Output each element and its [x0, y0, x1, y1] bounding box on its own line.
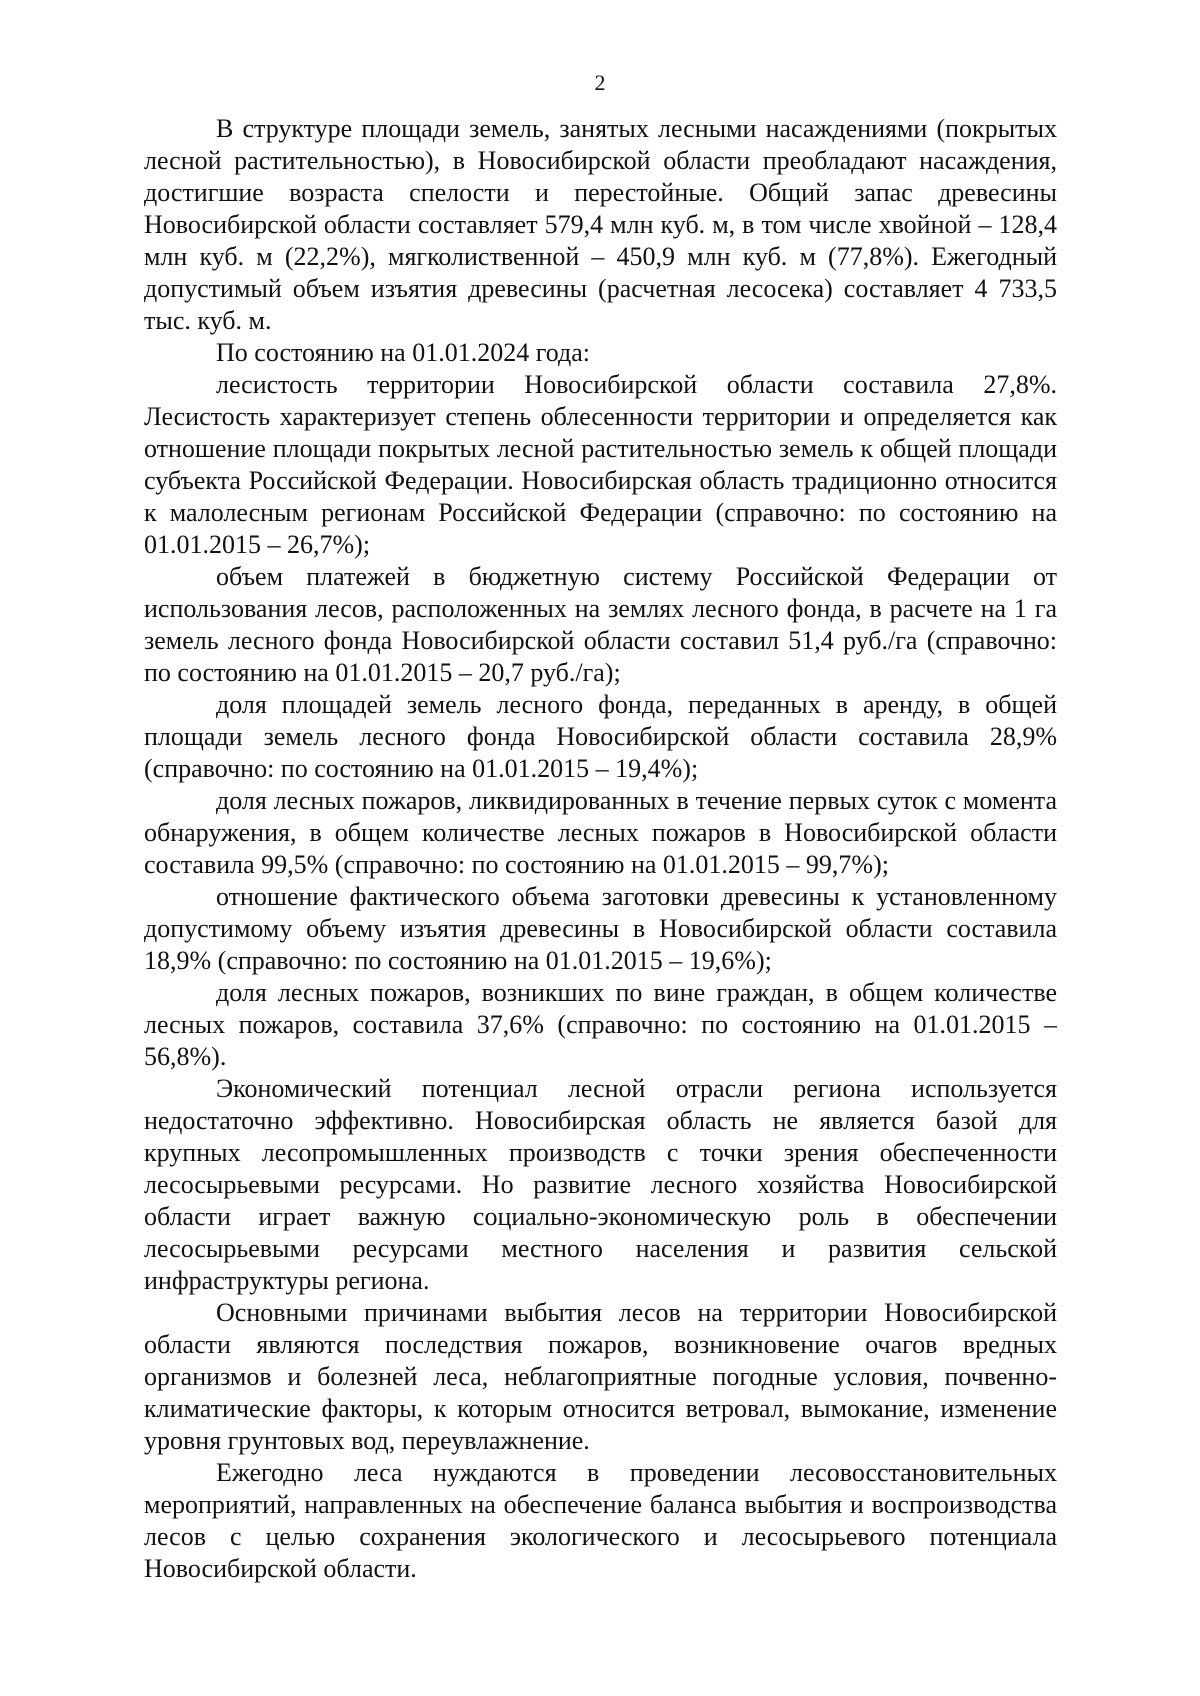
- paragraph-status-date: По состоянию на 01.01.2024 года:: [216, 338, 590, 367]
- paragraph-forest-cover: лесистость территории Новосибирской области составила 27,8%. Лесистость характеризует степень облесенности территории и определяется как отношение площади покрытых лесной растительностью земель к общей площади субъекта Российской Федерации. Новосибирская область традиционно относится к малолесным регионам Российской Федерации (справочно: по состоянию на 01.01.2015 – 26,7%);: [144, 370, 1057, 559]
- paragraph-harvest-ratio: отношение фактического объема заготовки древесины к установленному допустимому объему изъятия древесины в Новосибирской области составила 18,9% (справочно: по состоянию на 01.01.2015 – 19,6%);: [144, 882, 1057, 975]
- paragraph-payments: объем платежей в бюджетную систему Российской Федерации от использования лесов, расположенных на землях лесного фонда, в расчете на 1 га земель лесного фонда Новосибирской области составил 51,4 руб./га (справочно: по состоянию на 01.01.2015 – 20,7 руб./га);: [144, 562, 1057, 687]
- paragraph-economic-potential: Экономический потенциал лесной отрасли региона используется недостаточно эффективно. Новосибирская область не является базой для крупных лесопромышленных производств с точки зрения обеспеченности лесосырьевыми ресурсами. Но развитие лесного хозяйства Новосибирской области играет важную социально-экономическую роль в обеспечении лесосырьевыми ресурсами местного населения и развития сельской инфраструктуры региона.: [144, 1074, 1057, 1295]
- paragraph-fires-citizens: доля лесных пожаров, возникших по вине граждан, в общем количестве лесных пожаров, составила 37,6% (справочно: по состоянию на 01.01.2015 – 56,8%).: [144, 978, 1057, 1071]
- document-body: [144, 113, 1057, 1585]
- page-number: 2: [594, 70, 606, 95]
- paragraph-reforestation: Ежегодно леса нуждаются в проведении лесовосстановительных мероприятий, направленных на обеспечение баланса выбытия и воспроизводства лесов с целью сохранения экологического и лесосырьевого потенциала Новосибирской области.: [144, 1458, 1057, 1583]
- paragraph-forest-structure: В структуре площади земель, занятых лесными насаждениями (покрытых лесной растительностью), в Новосибирской области преобладают насаждения, достигшие возраста спелости и перестойные. Общий запас древесины Новосибирской области составляет 579,4 млн куб. м, в том числе хвойной – 128,4 млн куб. м (22,2%), мягколиственной – 450,9 млн куб. м (77,8%). Ежегодный допустимый объем изъятия древесины (расчетная лесосека) составляет 4 733,5 тыс. куб. м.: [144, 114, 1057, 335]
- paragraph-forest-loss-causes: Основными причинами выбытия лесов на территории Новосибирской области являются последствия пожаров, возникновение очагов вредных организмов и болезней леса, неблагоприятные погодные условия, почвенно-климатические факторы, к которым относится ветровал, вымокание, изменение уровня грунтовых вод, переувлажнение.: [144, 1298, 1057, 1455]
- paragraph-lease-share: доля площадей земель лесного фонда, переданных в аренду, в общей площади земель лесного фонда Новосибирской области составила 28,9% (справочно: по состоянию на 01.01.2015 – 19,4%);: [144, 690, 1057, 783]
- paragraph-fires-first-day: доля лесных пожаров, ликвидированных в течение первых суток с момента обнаружения, в общем количестве лесных пожаров в Новосибирской области составила 99,5% (справочно: по состоянию на 01.01.2015 – 99,7%);: [144, 786, 1057, 879]
